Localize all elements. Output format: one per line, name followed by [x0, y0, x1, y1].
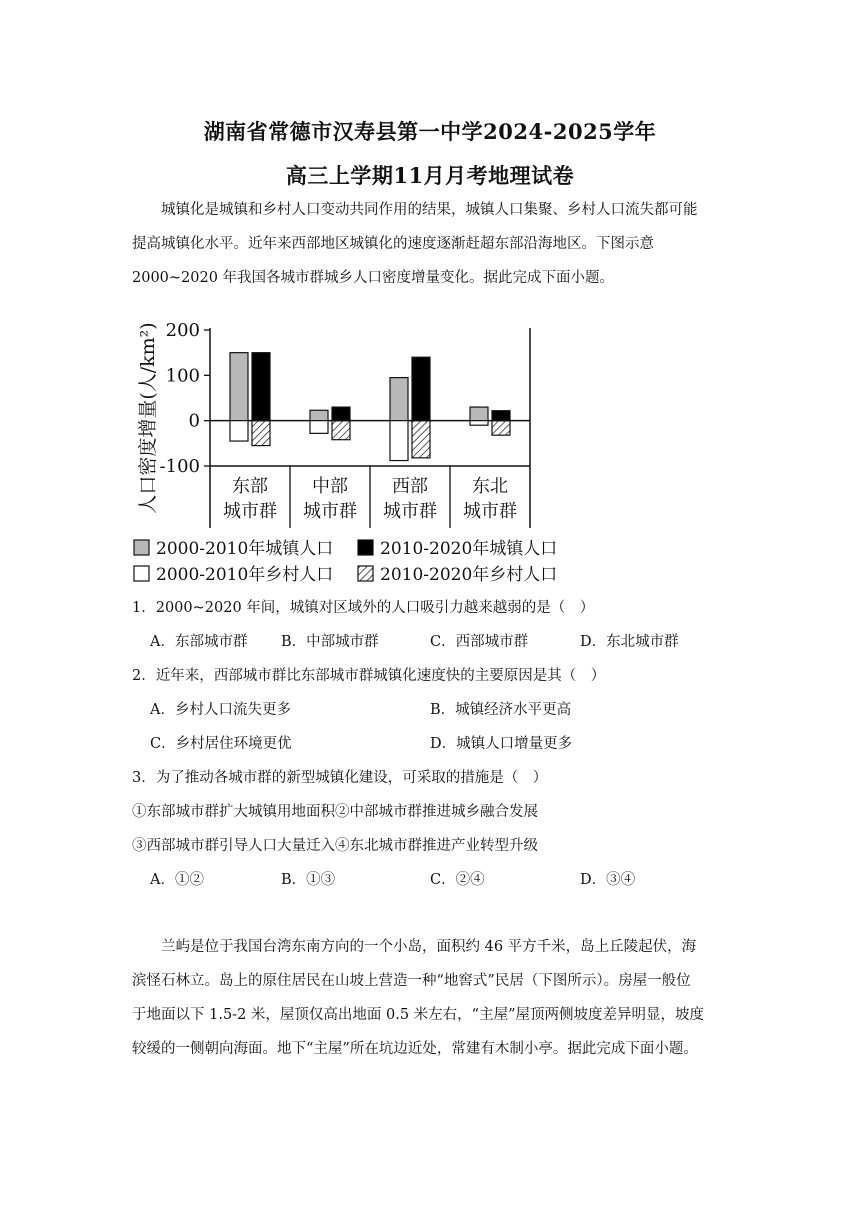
- question-1-option-b[interactable]: B．中部城市群: [281, 634, 379, 650]
- bar-3-category-4: [470, 421, 488, 426]
- bar-4-category-3: [412, 421, 430, 458]
- passage-2: [132, 930, 742, 1066]
- question-3-option-a[interactable]: A．①②: [150, 872, 204, 888]
- question-1-option-d[interactable]: D．东北城市群: [580, 634, 679, 650]
- legend-label: 2000-2010年城镇人口: [156, 539, 334, 559]
- legend-label: 2010-2020年乡村人口: [380, 565, 558, 585]
- question-1-stem: 1．2000~2020 年间，城镇对区域外的人口吸引力越来越弱的是（ ）: [132, 600, 595, 616]
- intro-line: 2000~2020 年我国各城市群城乡人口密度增量变化。据此完成下面小题。: [132, 270, 615, 286]
- legend-swatch: [134, 540, 149, 555]
- passage-line: 较缓的一侧朝向海面。地下“主屋”所在坑边近处，常建有木制小亭。据此完成下面小题。: [132, 1041, 698, 1057]
- category-label: 中部: [312, 476, 348, 497]
- bar-1-category-2: [310, 410, 328, 420]
- bar-1-category-4: [470, 407, 488, 421]
- legend-swatch: [358, 566, 373, 581]
- bar-4-category-4: [492, 421, 510, 436]
- question-2-option-d[interactable]: D．城镇人口增量更多: [430, 736, 573, 752]
- page-subtitle: 高三上学期11月月考地理试卷: [285, 163, 575, 188]
- passage-line: 于地面以下 1.5-2 米，屋顶仅高出地面 0.5 米左右，“主屋”屋顶两侧坡度差异明显，坡度: [132, 1007, 705, 1023]
- bar-1-category-1: [230, 353, 248, 421]
- question-3-stem: 3．为了推动各城市群的新型城镇化建设，可采取的措施是（ ）: [132, 770, 548, 786]
- question-2-option-b[interactable]: B．城镇经济水平更高: [430, 702, 572, 718]
- bar-2-category-2: [332, 407, 350, 421]
- legend-label: 2000-2010年乡村人口: [156, 565, 334, 585]
- question-3-statements: ③西部城市群引导人口大量迁入④东北城市群推进产业转型升级: [132, 838, 538, 854]
- category-label: 西部: [392, 476, 428, 497]
- legend-label: 2010-2020年城镇人口: [380, 539, 558, 559]
- passage-line: 滨怪石林立。岛上的原住居民在山坡上营造一种“地窖式”民居（下图所示）。房屋一般位: [132, 973, 691, 989]
- question-1-option-a[interactable]: A．东部城市群: [150, 634, 248, 650]
- intro-line: 提高城镇化水平。近年来西部地区城镇化的速度逐渐赶超东部沿海地区。下图示意: [132, 236, 654, 252]
- bar-3-category-3: [390, 421, 408, 461]
- bar-4-category-1: [252, 421, 270, 446]
- question-1-option-c[interactable]: C．西部城市群: [430, 634, 529, 650]
- category-label: 城市群: [383, 501, 437, 522]
- bar-3-category-1: [230, 421, 248, 441]
- legend-swatch: [134, 566, 149, 581]
- y-axis-label: 人口密度增量(人/km²): [137, 322, 159, 514]
- y-tick-label: 200: [165, 320, 200, 341]
- category-label: 东部: [232, 476, 268, 497]
- bar-2-category-4: [492, 411, 510, 421]
- y-tick-label: 0: [188, 410, 200, 432]
- bar-4-category-2: [332, 421, 350, 440]
- question-2-option-c[interactable]: C．乡村居住环境更优: [150, 736, 292, 752]
- bar-1-category-3: [390, 378, 408, 421]
- intro-line: 城镇化是城镇和乡村人口变动共同作用的结果，城镇人口集聚、乡村人口流失都可能: [161, 202, 698, 218]
- bar-3-category-2: [310, 421, 328, 434]
- passage-line: 兰屿是位于我国台湾东南方向的一个小岛，面积约 46 平方千米，岛上丘陵起伏，海: [161, 939, 697, 955]
- bar-2-category-3: [412, 357, 430, 420]
- question-2-option-a[interactable]: A．乡村人口流失更多: [150, 702, 291, 718]
- category-label: 城市群: [223, 501, 277, 522]
- population-density-chart: [128, 310, 588, 586]
- question-3-statements: ①东部城市群扩大城镇用地面积②中部城市群推进城乡融合发展: [132, 804, 538, 820]
- question-3-option-c[interactable]: C．②④: [430, 872, 485, 888]
- question-3-option-d[interactable]: D．③④: [580, 872, 636, 888]
- page-title: 湖南省常德市汉寿县第一中学2024-2025学年: [203, 119, 657, 144]
- y-tick-label: 100: [165, 365, 200, 387]
- intro-paragraph: [132, 193, 742, 295]
- category-label: 城市群: [303, 501, 357, 522]
- question-2-stem: 2．近年来，西部城市群比东部城市群城镇化速度快的主要原因是其（ ）: [132, 668, 606, 684]
- legend-swatch: [358, 540, 373, 555]
- y-tick-label: -100: [159, 456, 200, 477]
- question-3-option-b[interactable]: B．①③: [281, 872, 336, 888]
- bar-2-category-1: [252, 353, 270, 421]
- category-label: 东北: [472, 476, 508, 497]
- category-label: 城市群: [463, 501, 517, 522]
